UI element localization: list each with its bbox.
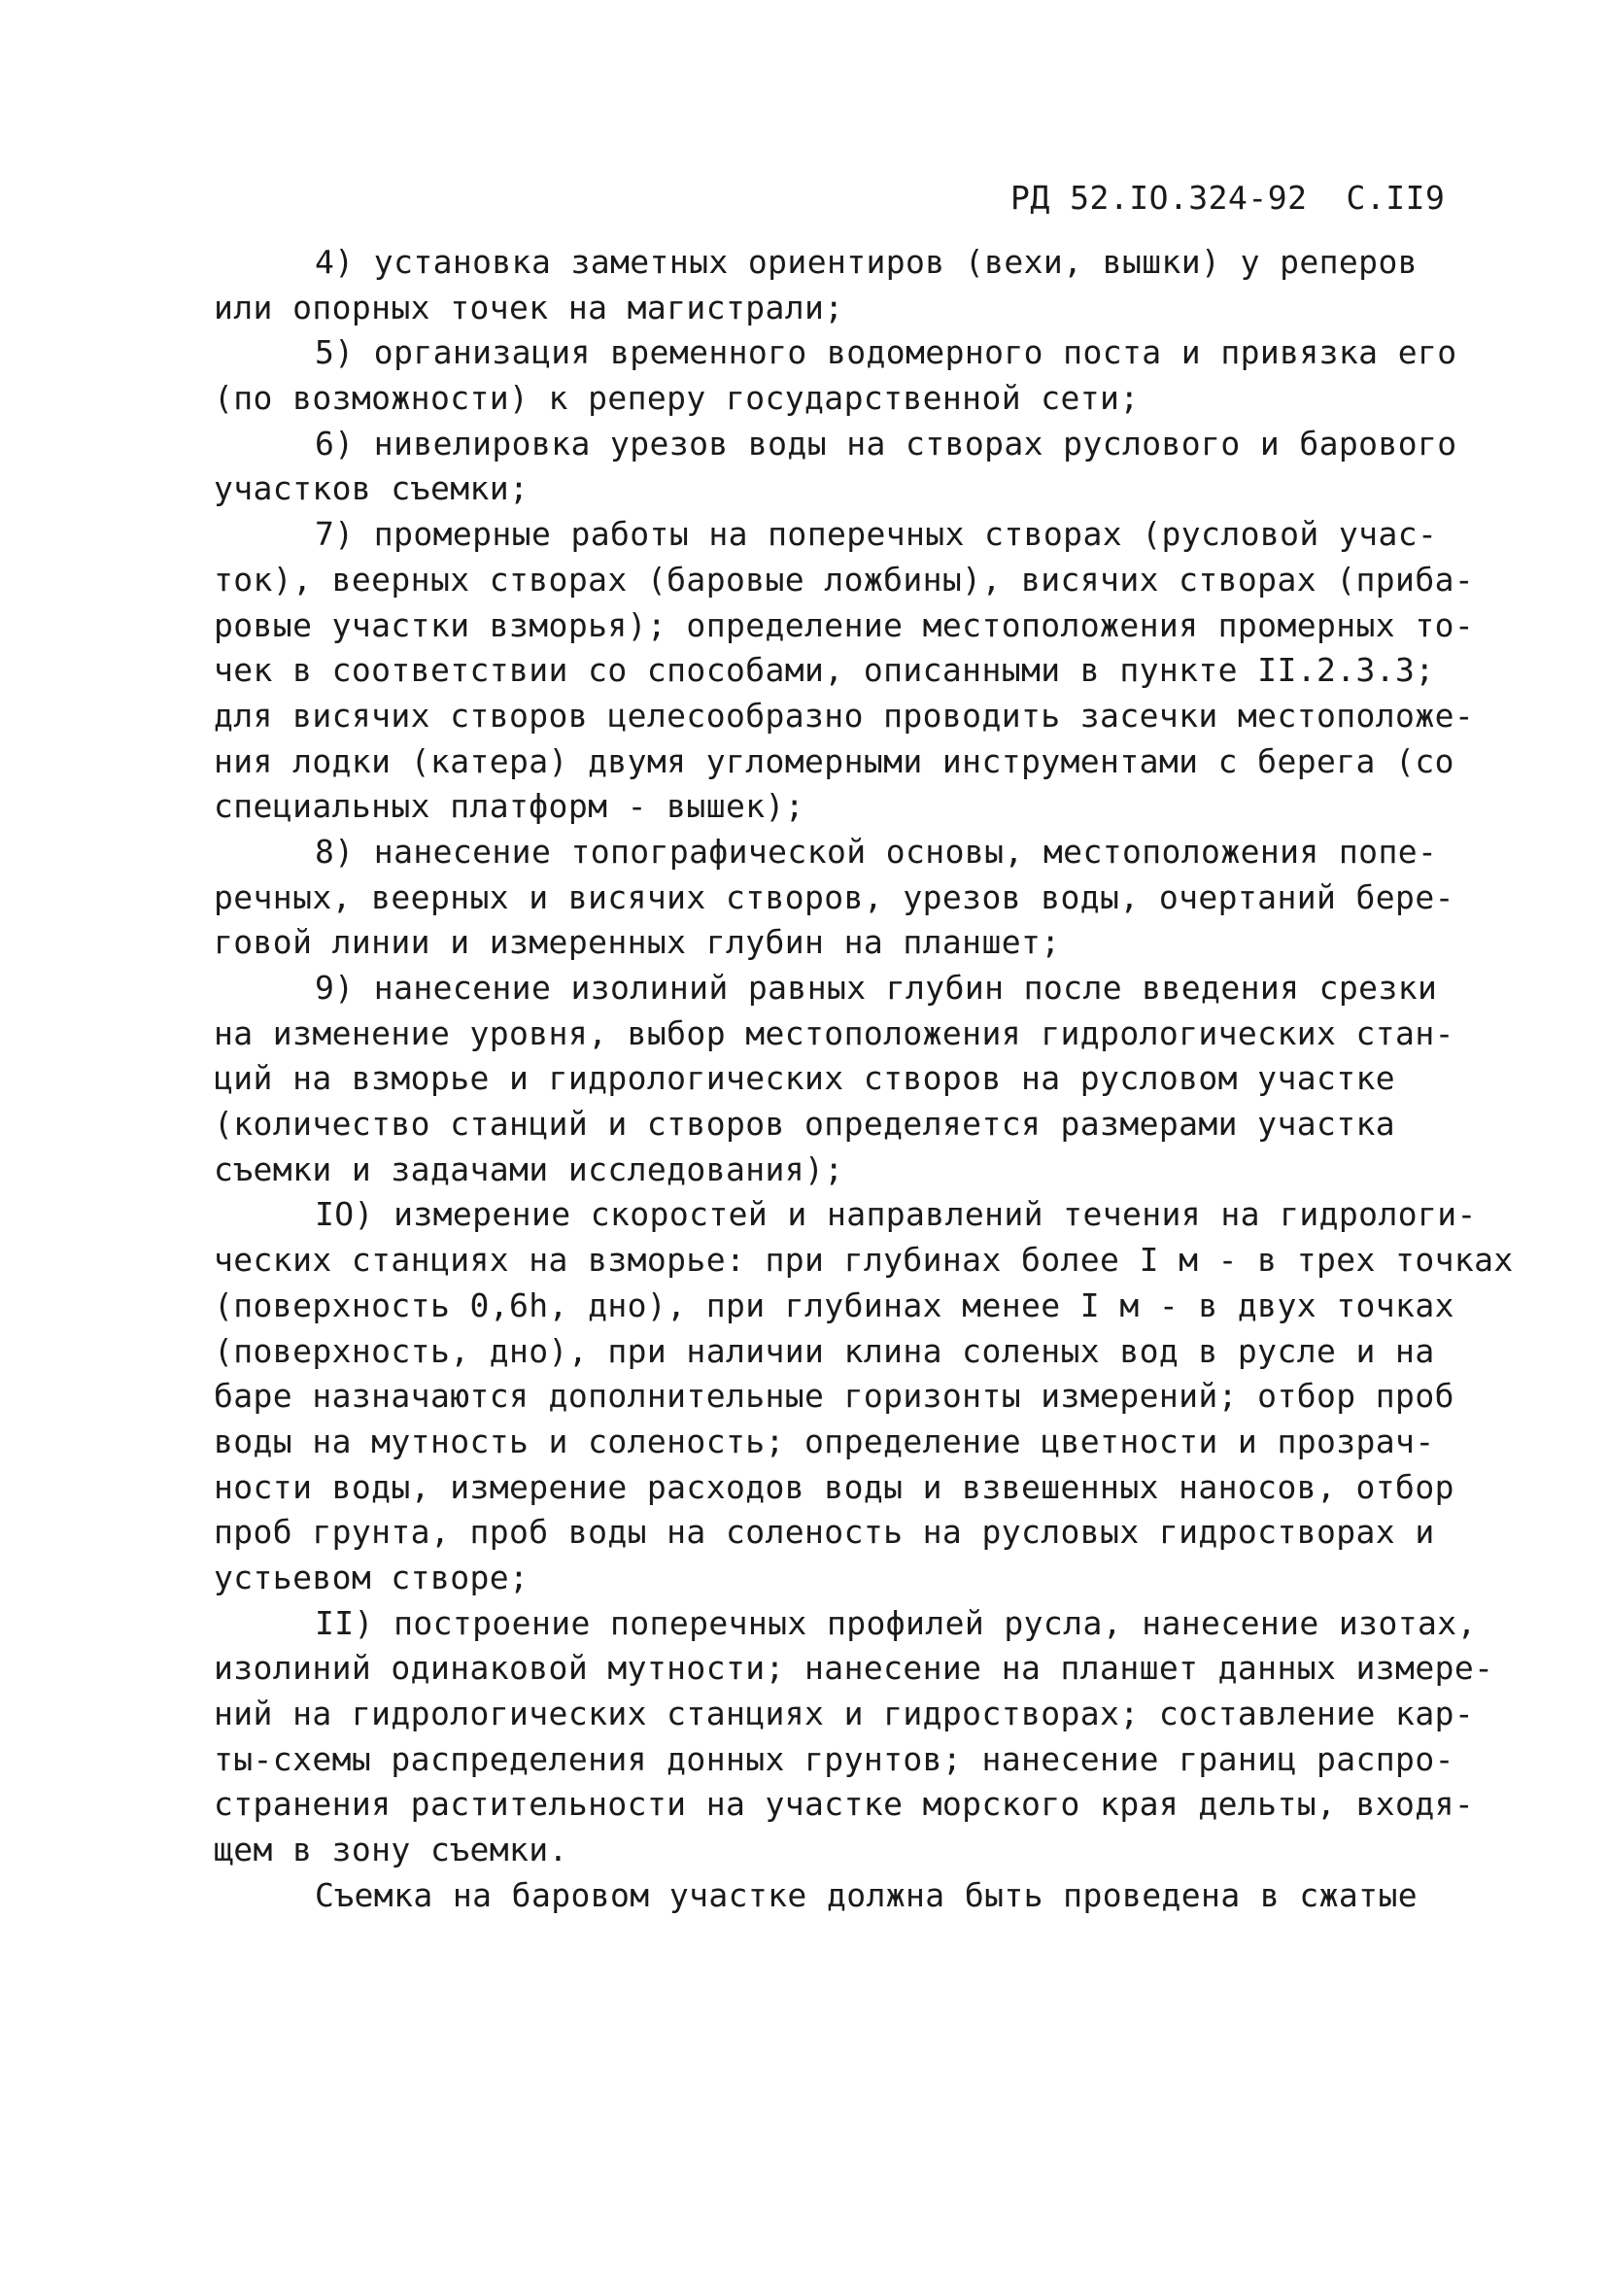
page-number: С.II9 (1346, 179, 1446, 217)
text-line: ровые участки взморья); определение местоположения промерных то- (214, 605, 1475, 644)
text-line: речных, веерных и висячих створов, урезов воды, очертаний бере- (214, 877, 1454, 916)
document-code: РД 52.IO.324-92 (1010, 179, 1308, 217)
text-line: съемки и задачами исследования); (214, 1149, 844, 1188)
text-line: 4) установка заметных ориентиров (вехи, вышки) у реперов (315, 243, 1418, 281)
text-line: IO) измерение скоростей и направлений течения на гидрологи- (315, 1195, 1477, 1234)
text-line: проб грунта, проб воды на соленость на русловых гидростворах и (214, 1513, 1435, 1552)
text-line: изолиний одинаковой мутности; нанесение на планшет данных измере- (214, 1649, 1494, 1688)
text-line: воды на мутность и соленость; определение цветности и прозрач- (214, 1422, 1435, 1460)
text-line: устьевом створе; (214, 1558, 530, 1596)
text-line: ний на гидрологических станциях и гидростворах; составление кар- (214, 1695, 1475, 1732)
text-line: или опорных точек на магистрали; (214, 288, 844, 326)
text-line: (поверхность 0,6h, дно), при глубинах менее I м - в двух точках (214, 1285, 1454, 1324)
text-line: чек в соответствии со способами, описанными в пункте II.2.3.3; (214, 651, 1435, 690)
text-line: (по возможности) к реперу государственной сети; (214, 379, 1140, 418)
text-line: (поверхность, дно), при наличии клина соленых вод в русле и на (214, 1331, 1435, 1370)
text-line: Съемка на баровом участке должна быть проведена в сжатые (315, 1875, 1418, 1914)
text-line: странения растительности на участке морского края дельты, входя- (214, 1785, 1475, 1824)
text-line: специальных платформ - вышек); (214, 787, 805, 826)
text-line: ческих станциях на взморье: при глубинах более I м - в трех точках (214, 1241, 1514, 1280)
text-line: (количество станций и створов определяется размерами участка (214, 1105, 1396, 1144)
text-line: ток), веерных створах (баровые ложбины), висячих створах (приба- (214, 560, 1475, 599)
body-text (214, 240, 1514, 1918)
text-line: ций на взморье и гидрологических створов на русловом участке (214, 1059, 1396, 1098)
text-line: щем в зону съемки. (214, 1831, 568, 1869)
text-line: 8) нанесение топографической основы, местоположения попе- (315, 832, 1438, 871)
text-line: говой линии и измеренных глубин на планшет; (214, 923, 1061, 962)
text-line: на изменение уровня, выбор местоположения гидрологических стан- (214, 1013, 1454, 1052)
text-line: 7) промерные работы на поперечных створах (русловой учас- (315, 515, 1438, 554)
text-line: 6) нивелировка урезов воды на створах руслового и барового (315, 424, 1457, 463)
text-line: ния лодки (катера) двумя угломерными инструментами с берега (со (214, 741, 1454, 780)
text-line: II) построение поперечных профилей русла, нанесение изотах, (315, 1603, 1477, 1642)
text-line: 9) нанесение изолиний равных глубин после введения срезки (315, 969, 1438, 1007)
text-line: 5) организация временного водомерного поста и привязка его (315, 333, 1457, 372)
text-line: участков съемки; (214, 469, 530, 508)
text-line: ности воды, измерение расходов воды и взвешенных наносов, отбор (214, 1467, 1454, 1506)
text-line: ты-схемы распределения донных грунтов; нанесение границ распро- (214, 1739, 1454, 1778)
text-line: для висячих створов целесообразно проводить засечки местоположе- (214, 696, 1475, 735)
text-line: баре назначаются дополнительные горизонты измерений; отбор проб (214, 1377, 1454, 1416)
page-header (1010, 179, 1477, 218)
